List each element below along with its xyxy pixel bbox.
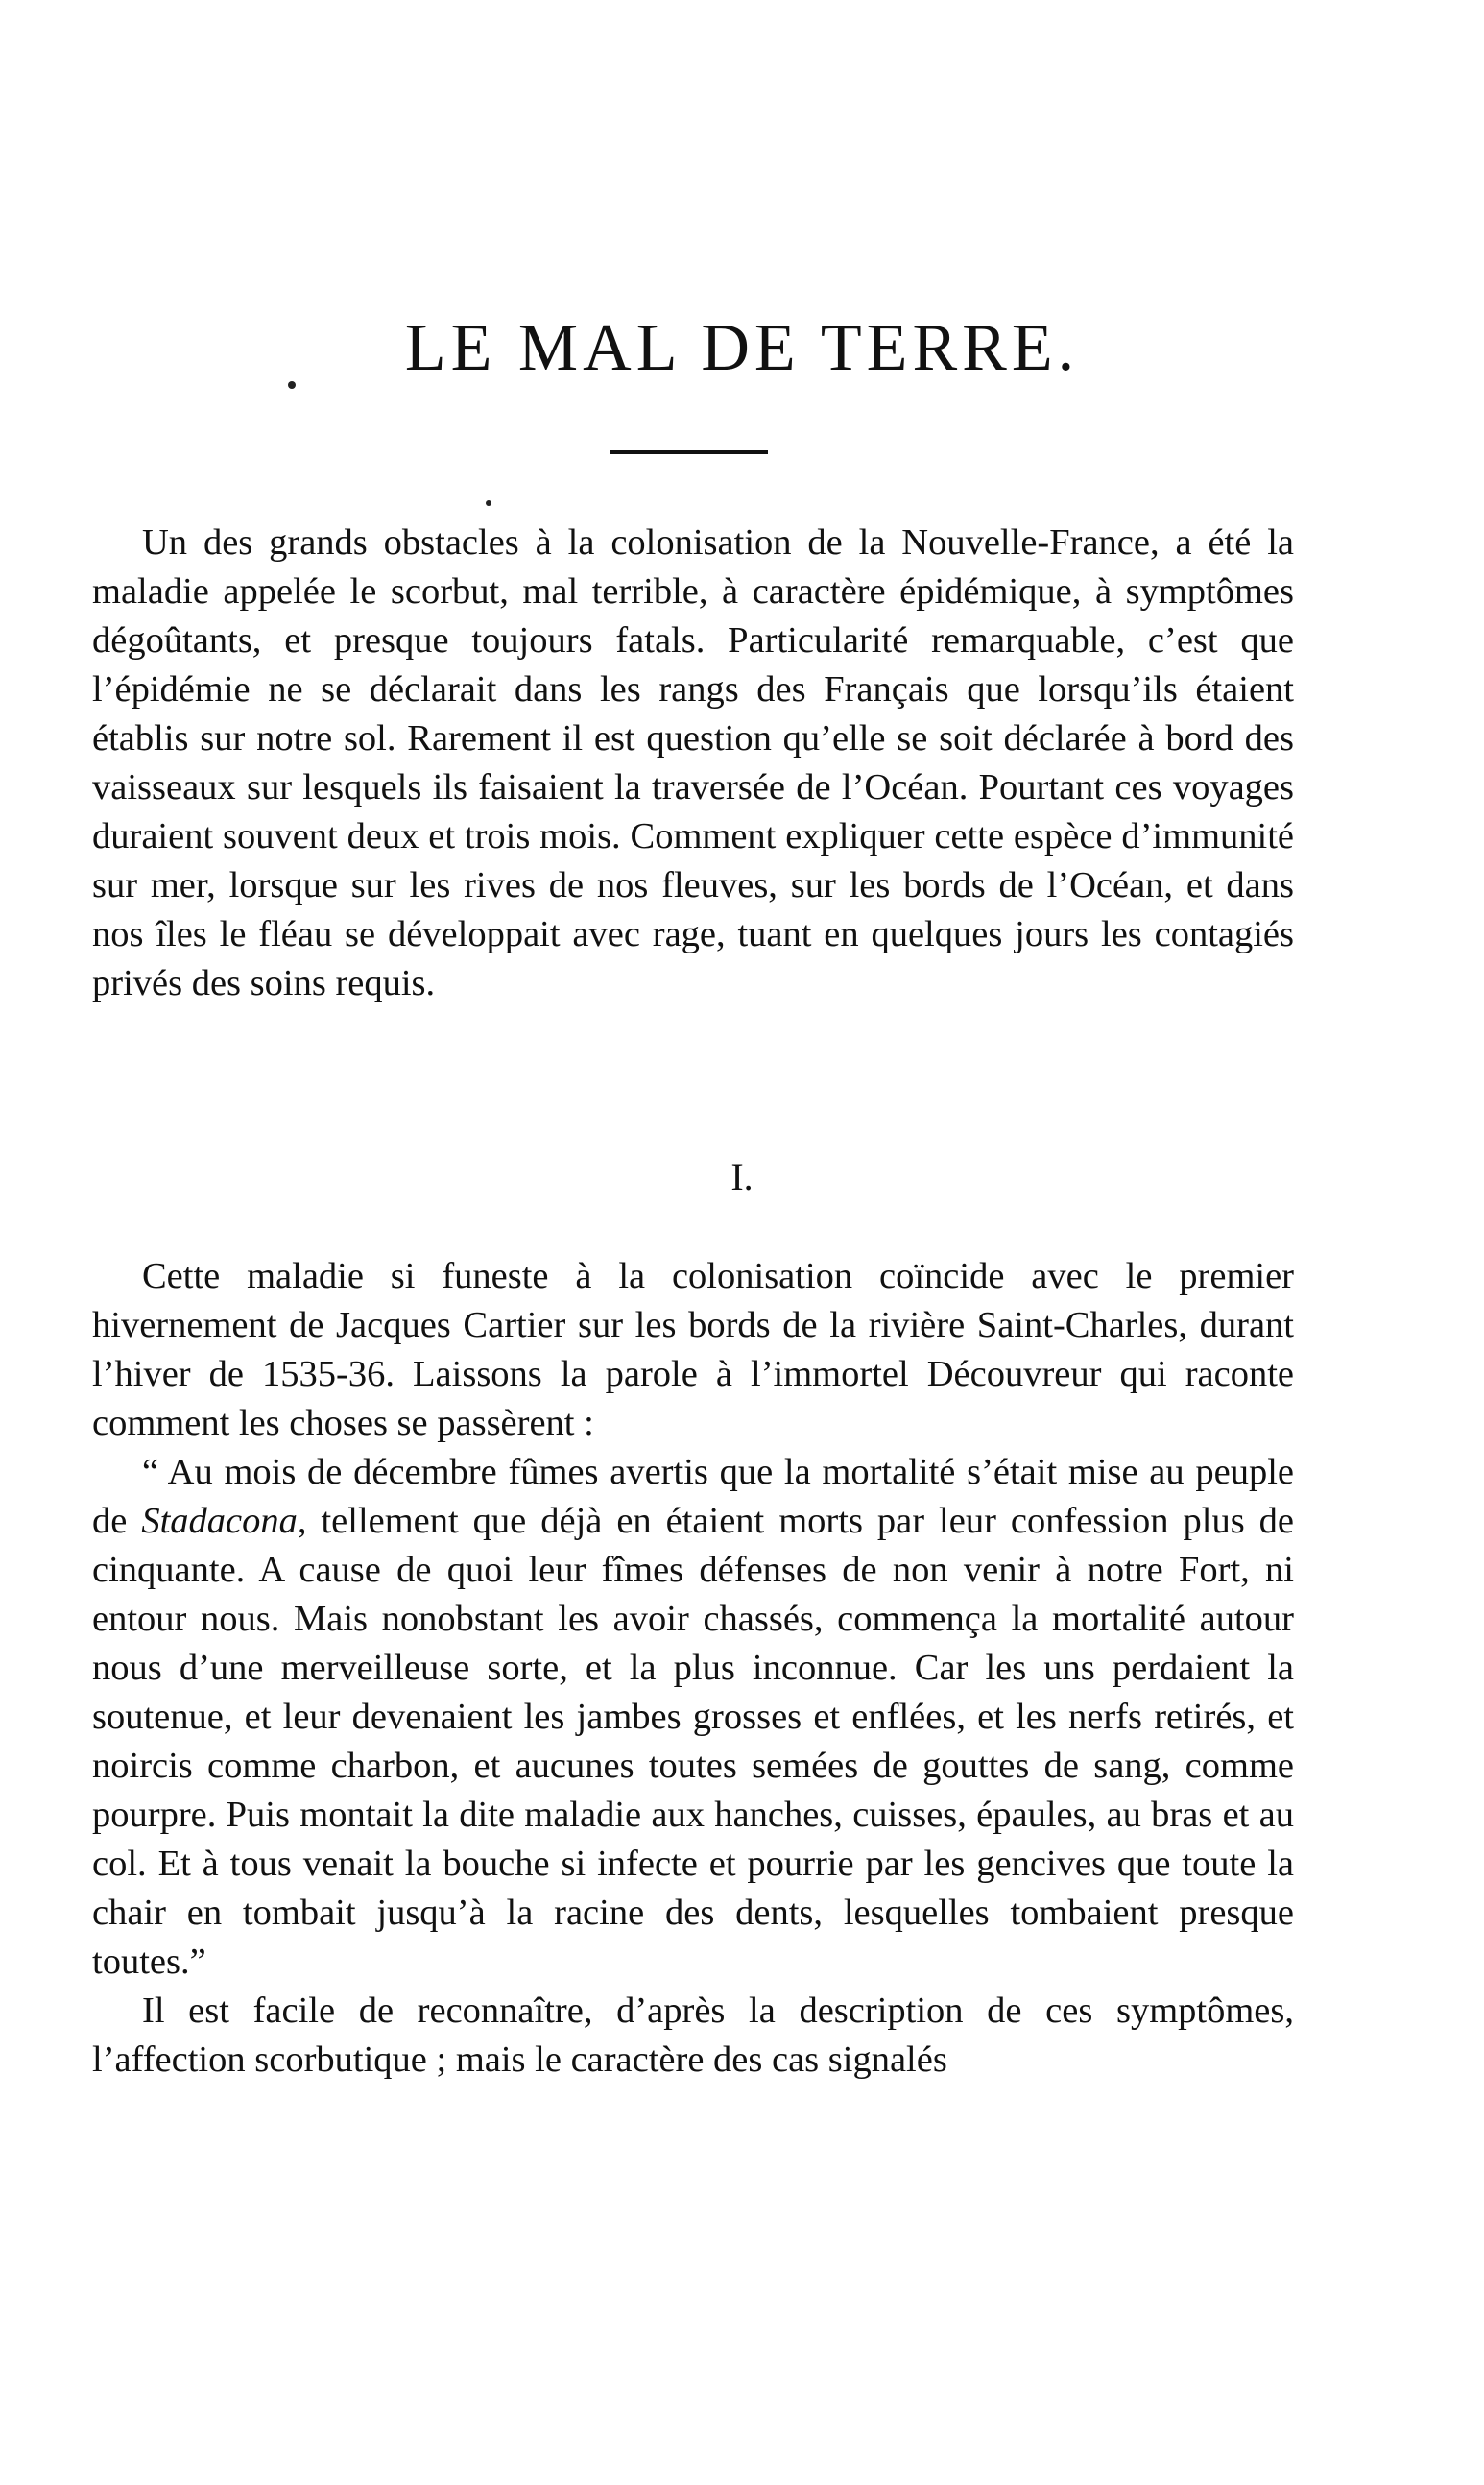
title-rule — [610, 450, 768, 454]
page-title: LE MAL DE TERRE. — [404, 311, 1080, 385]
intro-section — [92, 519, 1294, 1008]
quote-place-name: Stadacona, — [141, 1501, 307, 1541]
cartier-quote — [92, 1448, 1294, 1987]
print-speck — [486, 500, 491, 506]
quote-text-end: tellement que déjà en étaient morts par leur confession plus de cinquante. A cause de quoi leur fîmes défenses de non venir à notre Fort, ni entour nous. Mais nonobstant les avoir chassés, commença la mortalité autour nous d’une merveilleuse sorte, et la plus inconnue. Car les uns perdaient la soutenue, et leur devenaient les jambes grosses et enflées, et les nerfs retirés, et noircis comme charbon, et aucunes toutes semées de gouttes de sang, comme pourpre. Puis montait la dite maladie aux hanches, cuisses, épaules, au bras et au col. Et à tous venait la bouche si infecte et pourrie par les gencives que toute la chair en tombait jusqu’à la racine des dents, lesquelles tombaient presque toutes.” — [92, 1501, 1294, 1982]
quote-text-start: “ Au mois de décembre fûmes avertis que la mortalité s’était mise au peuple de — [92, 1452, 1294, 1541]
intro-paragraph: Un des grands obstacles à la colonisation de la Nouvelle-France, a été la maladie appelée le scorbut, mal terrible, à caractère épidémique, à symptômes dégoûtants, et presque toujours fatals. Particularité remarquable, c’est que l’épidémie ne se déclarait dans les rangs des Français que lorsqu’ils étaient établis sur notre sol. Rarement il est question qu’elle se soit déclarée à bord des vaisseaux sur lesquels ils faisaient la traversée de l’Océan. Pourtant ces voyages duraient souvent deux et trois mois. Comment expliquer cette espèce d’immunité sur mer, lorsque sur les rives de nos fleuves, sur les bords de l’Océan, et dans nos îles le fléau se développait avec rage, tuant en quelques jours les contagiés privés des soins requis. — [92, 522, 1294, 1003]
section-paragraph-2: Il est facile de reconnaître, d’après la description de ces symptômes, l’affection scorbutique ; mais le caractère des cas signalés — [92, 1990, 1294, 2080]
section-paragraph-1: Cette maladie si funeste à la colonisation coïncide avec le premier hivernement de Jacques Cartier sur les bords de la rivière Saint-Charles, durant l’hiver de 1535-36. Laissons la parole à l’immortel Découvreur qui raconte comment les choses se passèrent : — [92, 1256, 1294, 1443]
section-number: I. — [730, 1155, 754, 1198]
section-body — [92, 1252, 1294, 2085]
